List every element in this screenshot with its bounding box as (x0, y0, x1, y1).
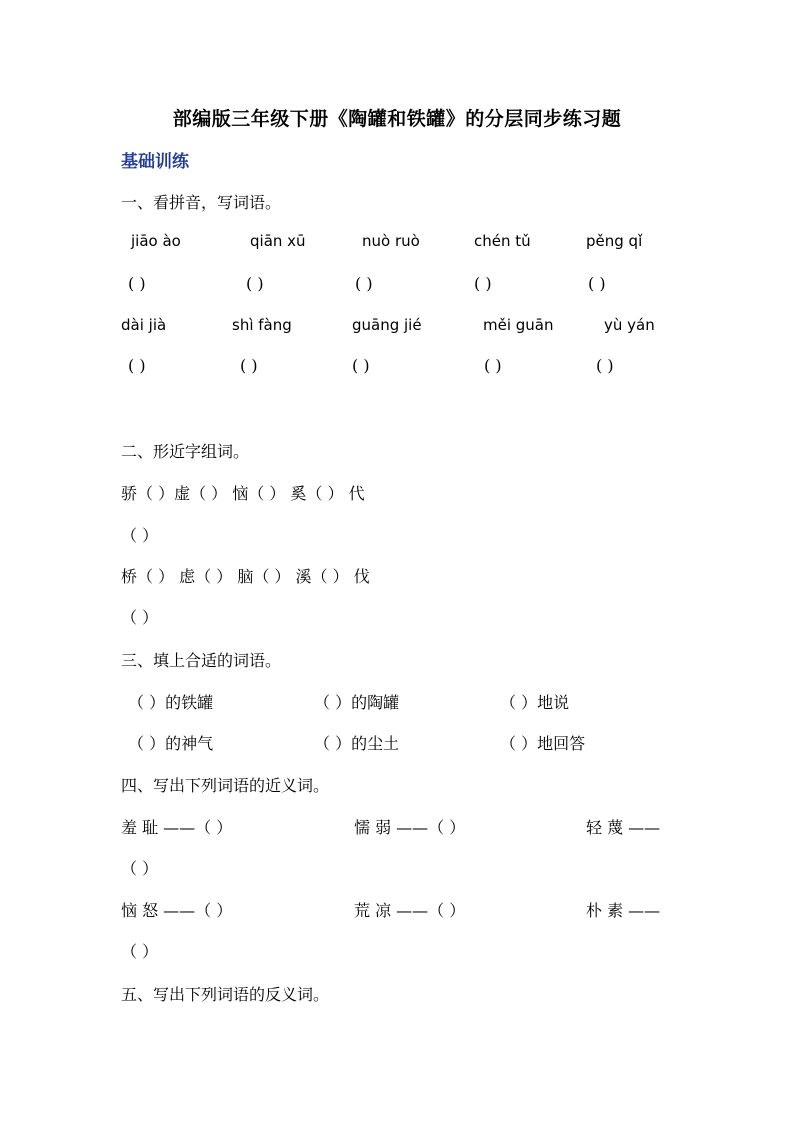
q4-line-4: （ ） (121, 942, 159, 961)
q3-item: （ ）的神气 (128, 734, 214, 753)
q2-heading: 二、形近字组词。 (121, 442, 250, 461)
answer-blank[interactable]: ( ) (246, 274, 264, 293)
answer-blank[interactable]: ( ) (240, 356, 258, 375)
answer-blank[interactable]: ( ) (128, 274, 146, 293)
q2-line-3: 桥（ ） 虑（ ） 脑（ ） 溪（ ） 伐 (121, 567, 370, 586)
pinyin-5: pěng qǐ (586, 232, 643, 250)
q4-item: 朴 素 —— (586, 901, 661, 920)
q4-item: 羞 耻 ——（ ） (121, 818, 233, 837)
page-title: 部编版三年级下册《陶罐和铁罐》的分层同步练习题 (172, 108, 622, 130)
pinyin-3: nuò ruò (362, 232, 420, 250)
q5-heading: 五、写出下列词语的反义词。 (121, 985, 330, 1004)
q4-item: 荒 凉 ——（ ） (354, 901, 466, 920)
answer-blank[interactable]: ( ) (355, 274, 373, 293)
answer-blank[interactable]: ( ) (484, 356, 502, 375)
q4-heading: 四、写出下列词语的近义词。 (121, 776, 330, 795)
q4-item: 恼 怒 ——（ ） (121, 901, 233, 920)
section-heading: 基础训练 (121, 152, 189, 172)
q3-item: （ ）的尘土 (314, 734, 400, 753)
q2-line-1: 骄（ ）虚（ ） 恼（ ） 奚（ ） 代 (121, 484, 365, 503)
answer-blank[interactable]: ( ) (352, 356, 370, 375)
q4-item: 懦 弱 ——（ ） (354, 818, 466, 837)
q4-line-2: （ ） (121, 859, 159, 878)
q2-line-4: （ ） (121, 608, 159, 627)
q3-item: （ ）地回答 (500, 734, 586, 753)
answer-blank[interactable]: ( ) (128, 356, 146, 375)
answer-blank[interactable]: ( ) (474, 274, 492, 293)
answer-blank[interactable]: ( ) (588, 274, 606, 293)
q1-heading: 一、看拼音，写词语。 (121, 193, 282, 212)
pinyin-4: chén tǔ (474, 232, 531, 250)
pinyin-8: guāng jié (352, 316, 422, 334)
pinyin-10: yù yán (604, 316, 655, 334)
q2-line-2: （ ） (121, 526, 159, 545)
pinyin-9: měi guān (483, 316, 554, 334)
q3-item: （ ）的铁罐 (128, 693, 214, 712)
pinyin-1: jiāo ào (131, 232, 181, 250)
pinyin-6: dài jià (121, 316, 167, 334)
q3-heading: 三、填上合适的词语。 (121, 651, 282, 670)
answer-blank[interactable]: ( ) (596, 356, 614, 375)
q4-item: 轻 蔑 —— (586, 818, 661, 837)
pinyin-2: qiān xū (250, 232, 306, 250)
q3-item: （ ）的陶罐 (314, 693, 400, 712)
pinyin-7: shì fàng (232, 316, 292, 334)
q3-item: （ ）地说 (500, 693, 570, 712)
